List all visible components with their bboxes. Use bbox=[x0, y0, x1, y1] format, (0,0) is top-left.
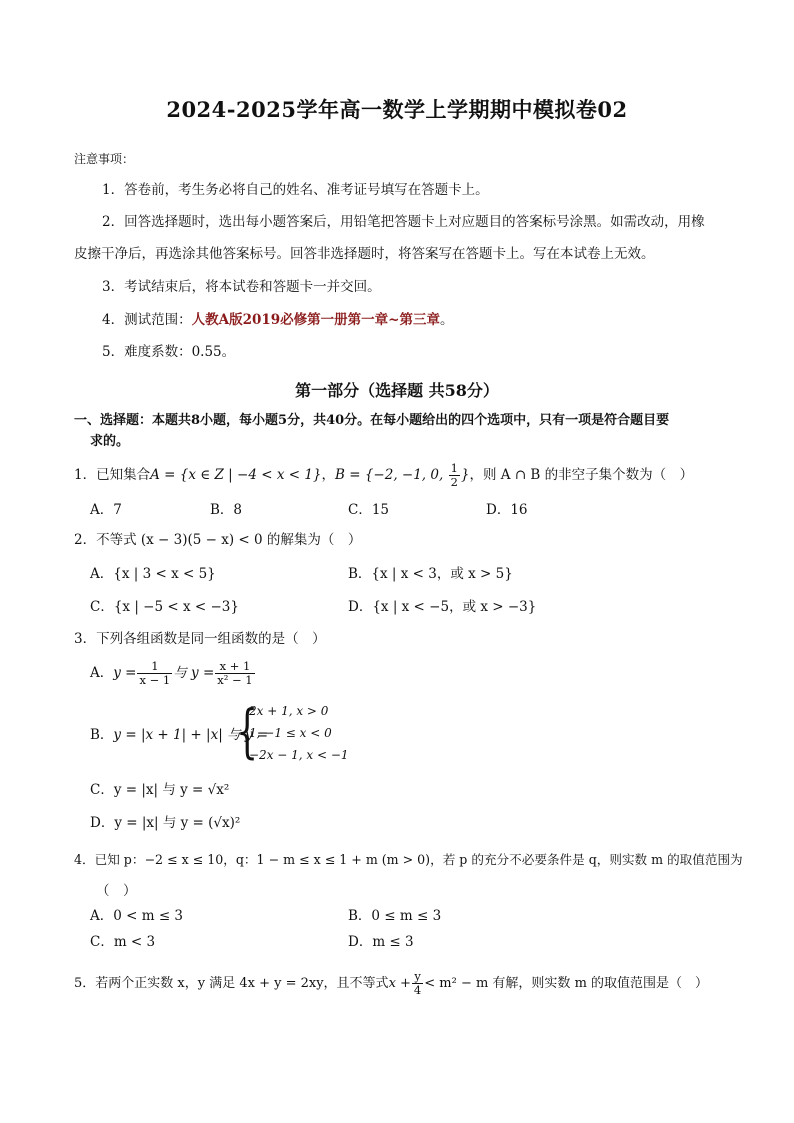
q5-fraction-denominator: 4 bbox=[413, 983, 422, 997]
q4-option-c: C．m < 3 bbox=[90, 934, 156, 950]
q3-b-expr: y = |x + 1| + |x| 与 y = bbox=[113, 727, 269, 743]
q3-a-mid: 与 y = bbox=[173, 665, 215, 681]
q5-fraction-numerator: y bbox=[412, 970, 423, 984]
q1-option-a: A．7 bbox=[90, 502, 122, 518]
q1-lead: 1．已知集合 bbox=[74, 467, 151, 483]
q3-a-label: A． bbox=[90, 665, 114, 681]
question-5-stem bbox=[74, 970, 708, 997]
question-3-stem: 3．下列各组函数是同一组函数的是（ ） bbox=[74, 631, 326, 647]
notice-item-4-prefix: 4．测试范围： bbox=[102, 312, 192, 328]
exam-title: 2024-2025学年高一数学上学期期中模拟卷02 bbox=[166, 97, 628, 122]
q3-a-f1-numerator: 1 bbox=[137, 660, 172, 674]
notice-item-2-line2: 皮擦干净后，再选涂其他答案标号。回答非选择题时，将答案写在答题卡上。写在本试卷上无效。 bbox=[74, 246, 655, 262]
q4-option-d: D．m ≤ 3 bbox=[348, 934, 414, 950]
section-instruction-line1: 一、选择题：本题共8小题，每小题5分，共40分。在每小题给出的四个选项中，只有一项是符合题目要 bbox=[74, 413, 670, 428]
q2-option-c: C．{x | −5 < x < −3} bbox=[90, 599, 239, 615]
q3-b-piece-3: −2x − 1, x < −1 bbox=[249, 748, 349, 762]
q2-option-b: B．{x | x < 3，或 x > 5} bbox=[348, 566, 513, 582]
q3-b-piece-2: 1, −1 ≤ x < 0 bbox=[249, 726, 332, 740]
q3-b-brace: { bbox=[236, 697, 259, 765]
q3-b-label: B． bbox=[90, 727, 114, 743]
notice-item-4-suffix: 。 bbox=[439, 312, 454, 328]
test-range-highlight: 人教A版2019必修第一册第一章~第三章 bbox=[191, 312, 440, 328]
question-4-stem-line2: （ ） bbox=[96, 883, 137, 899]
q1-half-denominator: 2 bbox=[450, 475, 458, 489]
question-1-stem bbox=[74, 462, 693, 489]
q2-option-a: A．{x | 3 < x < 5} bbox=[90, 566, 216, 582]
section-instruction-line2: 求的。 bbox=[90, 434, 130, 449]
notice-heading: 注意事项： bbox=[74, 152, 135, 166]
question-4-stem-line1: 4．已知 p：−2 ≤ x ≤ 10，q：1 − m ≤ x ≤ 1 + m (m > 0)，若 p 的充分不必要条件是 q，则实数 m 的取值范围为 bbox=[74, 852, 743, 867]
q3-a-fraction-2 bbox=[215, 660, 254, 687]
notice-item-4 bbox=[102, 310, 453, 330]
q3-a-y1: y = bbox=[113, 665, 137, 681]
q5-expr-post: < m² − m 有解，则实数 m 的取值范围是（ ） bbox=[424, 976, 709, 991]
q1-option-d: D．16 bbox=[486, 502, 528, 518]
q4-option-b: B．0 ≤ m ≤ 3 bbox=[348, 908, 442, 924]
q3-a-f1-denominator: x − 1 bbox=[139, 673, 171, 687]
q5-fraction bbox=[412, 970, 423, 997]
question-2-stem: 2．不等式 (x − 3)(5 − x) < 0 的解集为（ ） bbox=[74, 532, 362, 548]
q5-lead: 5．若两个正实数 x，y 满足 4x + y = 2xy，且不等式 bbox=[74, 976, 389, 991]
q5-expr-pre: x + bbox=[388, 976, 411, 991]
q1-set-a: A = {x ∈ Z | −4 < x < 1} bbox=[150, 467, 322, 483]
q3-a-fraction-1 bbox=[137, 660, 172, 687]
notice-item-5: 5．难度系数：0.55。 bbox=[102, 344, 236, 360]
q1-tail: ，则 A ∩ B 的非空子集个数为（ ） bbox=[469, 467, 694, 483]
notice-item-1: 1．答卷前，考生务必将自己的姓名、准考证号填写在答题卡上。 bbox=[102, 182, 489, 198]
q1-set-b-suffix: } bbox=[460, 467, 470, 483]
q3-a-f2-denominator: x² − 1 bbox=[217, 673, 253, 687]
q1-option-c: C．15 bbox=[348, 502, 390, 518]
q1-set-b-prefix: B = {−2, −1, 0, bbox=[335, 467, 448, 483]
q3-a-f2-numerator: x + 1 bbox=[215, 660, 254, 674]
q3-option-d: D．y = |x| 与 y = (√x)² bbox=[90, 815, 241, 831]
q3-option-a bbox=[90, 660, 256, 687]
q2-option-d: D．{x | x < −5，或 x > −3} bbox=[348, 599, 537, 615]
notice-item-3: 3．考试结束后，将本试卷和答题卡一并交回。 bbox=[102, 279, 381, 295]
notice-item-2-line1: 2．回答选择题时，选出每小题答案后，用铅笔把答题卡上对应题目的答案标号涂黑。如需改动，用橡 bbox=[102, 214, 705, 230]
q1-option-b: B．8 bbox=[210, 502, 243, 518]
section-title: 第一部分（选择题 共58分） bbox=[295, 381, 499, 400]
q1-fraction-half bbox=[449, 462, 460, 489]
q3-b-piece-1: 2x + 1, x > 0 bbox=[249, 704, 329, 718]
q3-option-c: C．y = |x| 与 y = √x² bbox=[90, 782, 230, 798]
q1-comma: ， bbox=[321, 467, 336, 483]
q1-half-numerator: 1 bbox=[450, 461, 458, 475]
q4-option-a: A．0 < m ≤ 3 bbox=[90, 908, 184, 924]
